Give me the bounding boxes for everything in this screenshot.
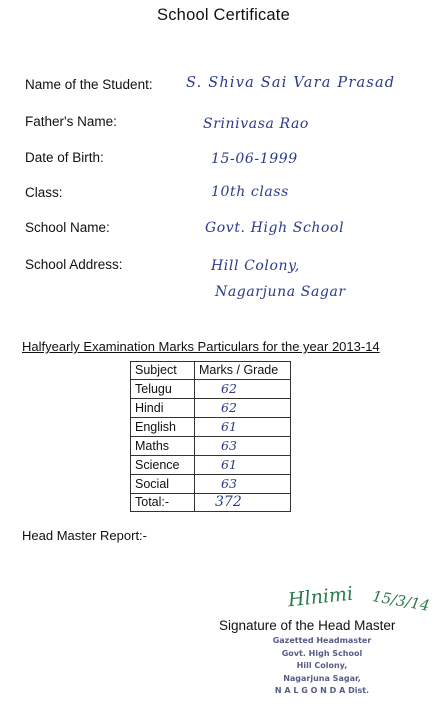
table-row xyxy=(131,399,291,418)
total-row xyxy=(131,494,291,512)
stamp-line: Gazetted Headmaster xyxy=(272,636,372,645)
subject-cell: English xyxy=(131,418,195,437)
subject-cell: Hindi xyxy=(131,399,195,418)
dob-label: Date of Birth: xyxy=(25,150,104,165)
student-name-label: Name of the Student: xyxy=(25,77,153,92)
table-row xyxy=(131,456,291,475)
table-row xyxy=(131,418,291,437)
table-row xyxy=(131,475,291,494)
marks-cell: 63 xyxy=(221,476,237,491)
subject-cell: Science xyxy=(131,456,195,475)
headmaster-stamp xyxy=(262,635,382,698)
stamp-line: Govt. High School xyxy=(281,648,363,658)
dob-value: 15-06-1999 xyxy=(211,151,298,167)
marks-table xyxy=(130,361,291,512)
school-name-value: Govt. High School xyxy=(205,220,345,236)
school-address-label: School Address: xyxy=(25,257,123,272)
marks-cell: 61 xyxy=(221,419,237,434)
handwritten-signature: Hlnimi xyxy=(287,582,355,612)
marks-cell: 62 xyxy=(221,381,237,396)
head-master-report-label: Head Master Report:- xyxy=(22,528,147,543)
subject-cell: Social xyxy=(131,475,195,494)
column-header-subject: Subject xyxy=(131,362,195,380)
marks-heading: Halfyearly Examination Marks Particulars for the year 2013-14 xyxy=(22,339,380,354)
column-header-marks: Marks / Grade xyxy=(195,362,291,380)
school-address-line1: Hill Colony, xyxy=(211,258,300,274)
class-value: 10th class xyxy=(211,184,289,200)
stamp-line: Nagarjuna Sagar, xyxy=(283,673,361,683)
table-row xyxy=(131,380,291,399)
class-label: Class: xyxy=(25,185,63,200)
signature-date: 15/3/14 xyxy=(370,587,431,615)
certificate-title: School Certificate xyxy=(157,6,290,24)
signature-label: Signature of the Head Master xyxy=(219,618,396,633)
total-label-cell: Total:- xyxy=(131,494,195,512)
table-row xyxy=(131,437,291,456)
father-name-value: Srinivasa Rao xyxy=(203,116,309,132)
father-name-label: Father's Name: xyxy=(25,114,117,129)
table-header-row xyxy=(131,362,291,380)
marks-cell: 63 xyxy=(221,438,237,453)
marks-cell: 61 xyxy=(221,457,237,472)
total-marks-cell: 372 xyxy=(215,494,242,510)
marks-cell: 62 xyxy=(221,400,237,415)
stamp-line: N A L G O N D A Dist. xyxy=(274,686,370,695)
school-name-label: School Name: xyxy=(25,220,110,235)
student-name-value: S. Shiva Sai Vara Prasad xyxy=(186,75,396,91)
stamp-line: Hill Colony, xyxy=(296,661,348,670)
school-address-line2: Nagarjuna Sagar xyxy=(215,284,346,300)
subject-cell: Maths xyxy=(131,437,195,456)
subject-cell: Telugu xyxy=(131,380,195,399)
